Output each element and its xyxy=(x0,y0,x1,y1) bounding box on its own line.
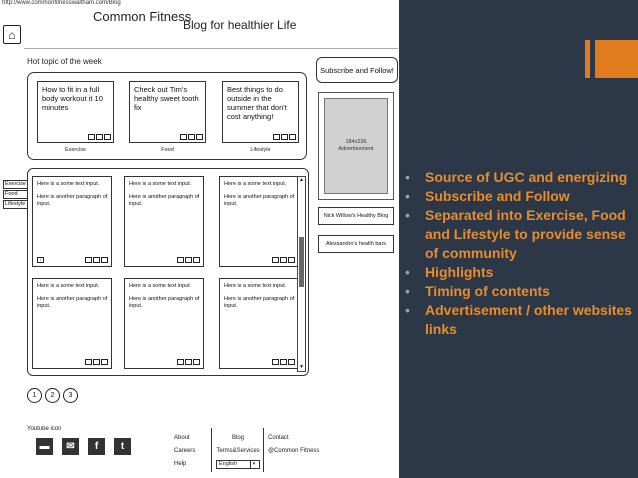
share-icons xyxy=(177,257,200,263)
page-button-2[interactable]: 2 xyxy=(45,388,60,403)
post-text: Here is a some text input. xyxy=(224,283,287,289)
footer-link-careers[interactable]: Careers xyxy=(174,448,196,454)
hot-topic-text: Best things to do outside in the summer that don't cost anything! xyxy=(227,85,287,121)
post-card[interactable] xyxy=(124,176,204,267)
post-paragraph: Here is another paragraph of input. xyxy=(224,194,295,207)
site-subtitle: Blog for healthier Life xyxy=(183,18,297,32)
language-select[interactable] xyxy=(216,460,260,469)
chevron-down-icon[interactable]: ▾ xyxy=(250,461,257,468)
blog-feed xyxy=(27,168,309,376)
post-text: Here is a some text input. xyxy=(224,181,287,187)
page-button-3[interactable]: 3 xyxy=(63,388,78,403)
twitter-icon[interactable]: t xyxy=(114,438,131,455)
share-icons xyxy=(85,257,108,263)
tab-lifestyle[interactable]: Lifestyle xyxy=(3,200,28,209)
twitter-icon[interactable] xyxy=(288,257,295,263)
hot-topic-card-lifestyle[interactable] xyxy=(222,81,299,143)
facebook-icon[interactable] xyxy=(188,134,195,140)
hot-topic-card-food[interactable] xyxy=(129,81,206,143)
email-icon[interactable] xyxy=(88,134,95,140)
facebook-icon[interactable] xyxy=(280,359,287,365)
post-card[interactable] xyxy=(219,176,299,267)
facebook-icon[interactable] xyxy=(93,359,100,365)
scroll-up-icon[interactable]: ▲ xyxy=(299,177,304,183)
ad-label: Advertisement xyxy=(338,146,374,152)
email-icon[interactable] xyxy=(273,134,280,140)
share-icons xyxy=(272,257,295,263)
twitter-icon[interactable] xyxy=(193,359,200,365)
category-tabs xyxy=(3,180,28,210)
hot-topic-caption: Exercise xyxy=(64,147,87,153)
page-button-1[interactable]: 1 xyxy=(27,388,42,403)
bullet-item: • Separated into Exercise, Food and Lifestyle to provide sense of community xyxy=(405,206,633,263)
footer-link-terms[interactable]: Terms&Services xyxy=(216,448,260,454)
add-icon[interactable]: + xyxy=(37,257,44,263)
share-icons xyxy=(85,359,108,365)
post-text: Here is a some text input. xyxy=(37,283,100,289)
facebook-icon[interactable] xyxy=(281,134,288,140)
bullet-item: • Highlights xyxy=(405,263,633,282)
footer-column-2 xyxy=(216,432,260,471)
bullet-item: • Advertisement / other websites links xyxy=(405,301,633,339)
share-icons xyxy=(180,134,203,140)
post-card[interactable] xyxy=(124,278,204,369)
language-value: English xyxy=(219,461,238,467)
facebook-icon[interactable] xyxy=(93,257,100,263)
email-icon[interactable] xyxy=(177,257,184,263)
post-paragraph: Here is another paragraph of input. xyxy=(37,296,108,309)
twitter-icon[interactable] xyxy=(104,134,111,140)
footer-column-3 xyxy=(268,432,319,458)
footer-link-about[interactable]: About xyxy=(174,435,190,441)
footer-link-blog[interactable]: Blog xyxy=(231,435,244,441)
email-icon[interactable] xyxy=(177,359,184,365)
footer-divider xyxy=(211,428,212,472)
hot-topic-heading: Hot topic of the week xyxy=(27,57,102,66)
hot-topic-text: How to fit in a full body workout it 10 minutes xyxy=(42,85,103,112)
hot-topic-card-exercise[interactable] xyxy=(37,81,114,143)
side-link-alessandro[interactable]: Alessandro's health bars xyxy=(318,235,394,253)
side-link-nick-willow[interactable]: Nick Willow's Healthy Blog xyxy=(318,207,394,225)
post-paragraph: Here is another paragraph of input. xyxy=(129,296,200,309)
share-icons xyxy=(177,359,200,365)
facebook-icon[interactable] xyxy=(280,257,287,263)
subscribe-button[interactable]: Subscribe and Follow! xyxy=(316,57,398,83)
email-icon[interactable] xyxy=(272,257,279,263)
feed-scrollbar[interactable] xyxy=(297,176,306,372)
email-icon[interactable] xyxy=(85,359,92,365)
email-icon[interactable] xyxy=(272,359,279,365)
twitter-icon[interactable] xyxy=(101,359,108,365)
footer-link-help[interactable]: Help xyxy=(174,461,187,467)
slide-panel xyxy=(399,0,638,478)
post-card[interactable] xyxy=(32,278,112,369)
post-paragraph: Here is another paragraph of input. xyxy=(37,194,108,207)
facebook-icon[interactable] xyxy=(185,257,192,263)
footer-divider xyxy=(263,428,264,472)
footer-copyright: @Common Fitness xyxy=(268,448,320,454)
facebook-icon[interactable] xyxy=(96,134,103,140)
twitter-icon[interactable] xyxy=(289,134,296,140)
site-title: Common Fitness xyxy=(93,9,192,24)
accent-bar xyxy=(585,40,590,78)
post-text: Here is a some text input. xyxy=(37,181,100,187)
tab-exercise[interactable]: Exercise xyxy=(5,181,27,187)
post-text: Here is a some text input. xyxy=(129,181,192,187)
twitter-icon[interactable] xyxy=(193,257,200,263)
tab-food[interactable]: Food xyxy=(3,190,28,199)
bullet-item: • Source of UGC and energizing xyxy=(405,168,633,187)
email-icon[interactable] xyxy=(85,257,92,263)
post-card[interactable] xyxy=(32,176,112,267)
social-icons xyxy=(36,438,131,455)
youtube-icon[interactable]: ▬ xyxy=(36,438,53,455)
twitter-icon[interactable] xyxy=(288,359,295,365)
advertisement-placeholder xyxy=(324,98,388,194)
facebook-icon[interactable]: f xyxy=(88,438,105,455)
home-icon[interactable]: ⌂ xyxy=(3,25,21,44)
share-icons xyxy=(88,134,111,140)
scroll-down-icon[interactable]: ▼ xyxy=(299,364,304,370)
email-icon[interactable] xyxy=(180,134,187,140)
email-icon[interactable]: ✉ xyxy=(62,438,79,455)
header-divider xyxy=(24,48,398,49)
post-paragraph: Here is another paragraph of input. xyxy=(224,296,295,309)
hot-topic-text: Check out Tim's healthy sweet tooth fix xyxy=(134,85,199,112)
url-bar[interactable]: http://www.commonfitnesswaltham.com/Blog xyxy=(2,0,121,6)
advertisement-slot[interactable] xyxy=(318,92,394,200)
facebook-icon[interactable] xyxy=(185,359,192,365)
post-card[interactable] xyxy=(219,278,299,369)
footer-column-1 xyxy=(174,432,195,471)
pagination xyxy=(27,388,78,403)
bullet-list xyxy=(405,168,633,339)
twitter-icon[interactable] xyxy=(196,134,203,140)
share-icons xyxy=(272,359,295,365)
bullet-item: • Timing of contents xyxy=(405,282,633,301)
bullet-item: • Subscribe and Follow xyxy=(405,187,633,206)
post-text: Here is a some text input. xyxy=(129,283,192,289)
ad-size: 184x236 xyxy=(345,139,367,145)
twitter-icon[interactable] xyxy=(101,257,108,263)
accent-block xyxy=(595,40,638,78)
footer-link-contact[interactable]: Contact xyxy=(268,435,289,441)
hot-topic-caption: Lifestyle xyxy=(250,147,271,153)
hot-topic-caption: Food xyxy=(161,147,174,153)
scroll-thumb[interactable] xyxy=(299,237,304,287)
post-paragraph: Here is another paragraph of input. xyxy=(129,194,200,207)
share-icons xyxy=(273,134,296,140)
hot-topic-panel xyxy=(27,72,307,160)
youtube-label: Youtube icon xyxy=(27,426,62,432)
